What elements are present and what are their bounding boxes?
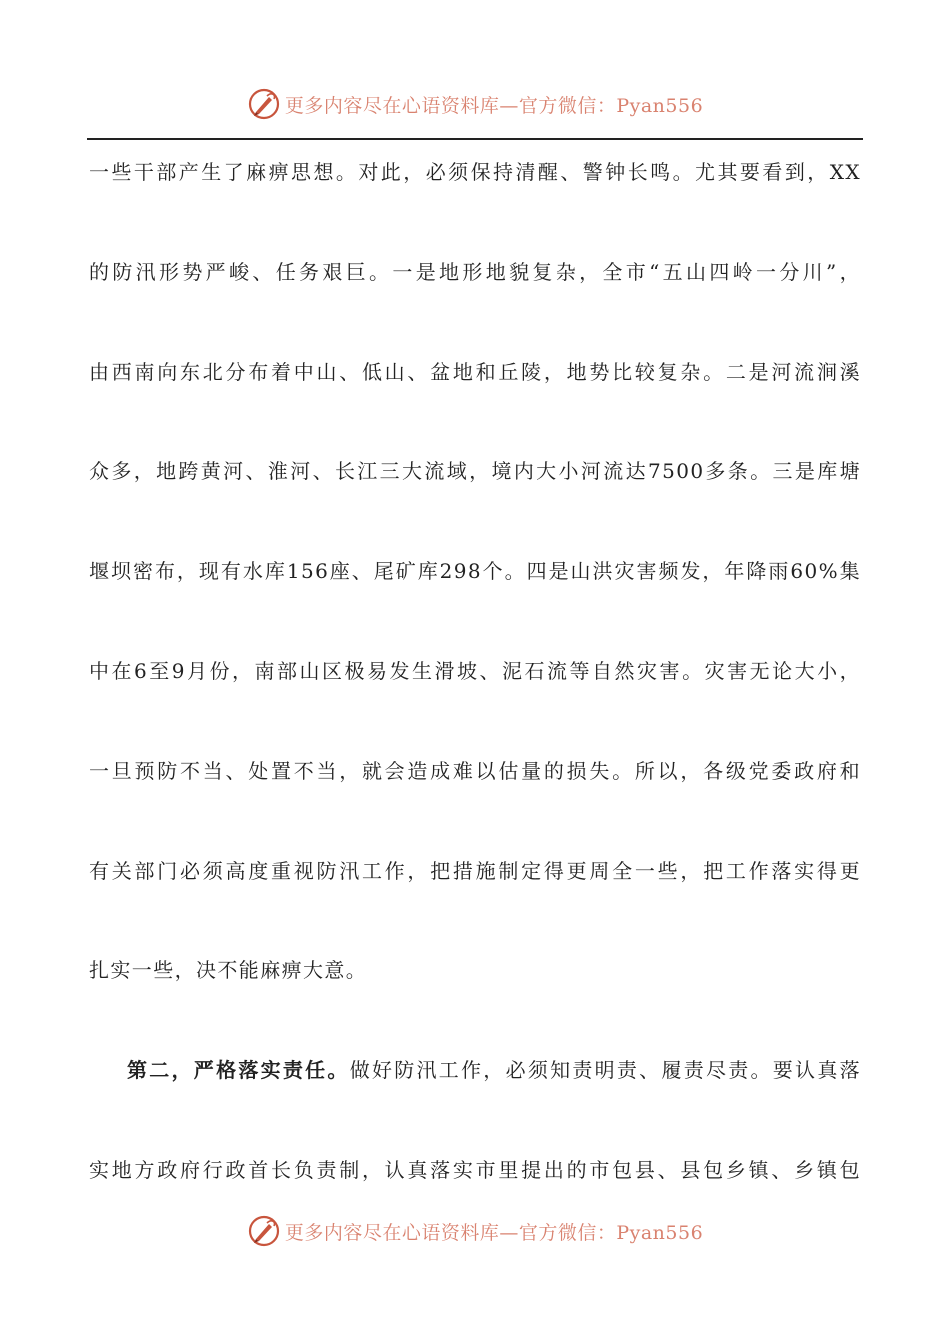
body-line: 扎实一些，决不能麻痹大意。 [89, 958, 368, 983]
paragraph-two-text: 做好防汛工作，必须知责明责、履责尽责。要认真落 [349, 1058, 861, 1083]
header-watermark-text: 更多内容尽在心语资料库—官方微信：Pyan556 [284, 94, 704, 117]
footer-watermark [0, 1211, 950, 1251]
body-line: 一旦预防不当、处置不当，就会造成难以估量的损失。所以，各级党委政府和 [89, 758, 861, 783]
body-line: 的防汛形势严峻、任务艰巨。一是地形地貌复杂，全市“五山四岭一分川”， [89, 259, 861, 284]
pen-logo-icon [247, 1214, 281, 1248]
body-line: 一些干部产生了麻痹思想。对此，必须保持清醒、警钟长鸣。尤其要看到，XX [89, 160, 861, 184]
body-line: 中在6至9月份，南部山区极易发生滑坡、泥石流等自然灾害。灾害无论大小， [89, 658, 861, 683]
document-body [89, 149, 861, 1247]
body-line: 实地方政府行政首长负责制，认真落实市里提出的市包县、县包乡镇、乡镇包 [89, 1158, 861, 1183]
body-line: 有关部门必须高度重视防汛工作，把措施制定得更周全一些，把工作落实得更 [89, 858, 861, 883]
body-line: 众多，地跨黄河、淮河、长江三大流域，境内大小河流达7500多条。三是库塘 [89, 459, 861, 484]
header-watermark [0, 84, 950, 124]
pen-logo-icon [247, 87, 281, 121]
paragraph-two-first-line [89, 1047, 861, 1147]
body-line: 堰坝密布，现有水库156座、尾矿库298个。四是山洪灾害频发，年降雨60%集 [89, 559, 861, 584]
paragraph-two-heading: 第二，严格落实责任。 [127, 1058, 350, 1083]
footer-watermark-text: 更多内容尽在心语资料库—官方微信：Pyan556 [284, 1221, 704, 1244]
header-divider [87, 138, 863, 140]
body-line: 由西南向东北分布着中山、低山、盆地和丘陵，地势比较复杂。二是河流涧溪 [89, 359, 861, 384]
